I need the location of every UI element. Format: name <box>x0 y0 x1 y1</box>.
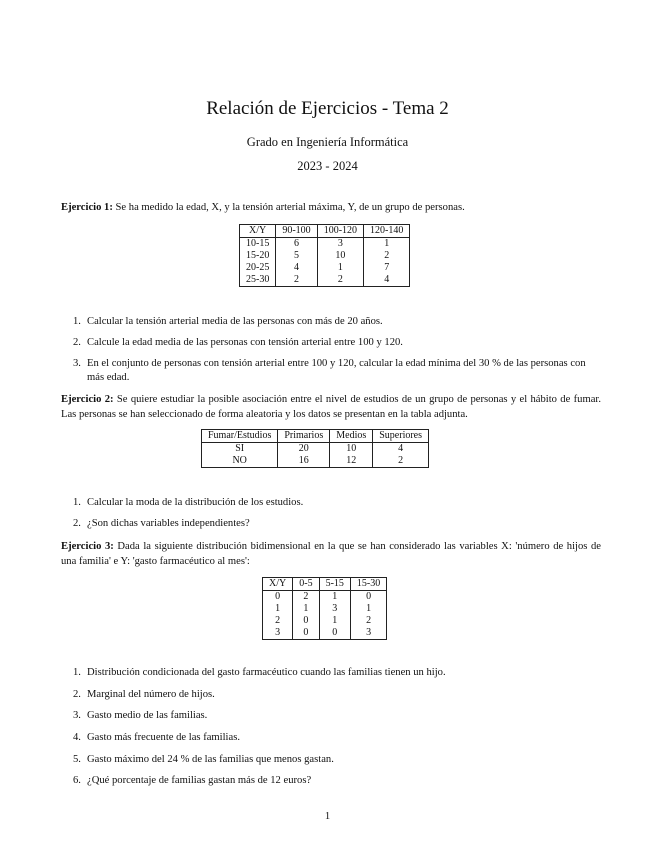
table-cell: 1 <box>364 238 410 251</box>
table-cell: 3 <box>319 603 350 615</box>
table-cell: 25-30 <box>240 274 276 287</box>
table-cell: 1 <box>319 615 350 627</box>
item-number: 2. <box>73 518 81 529</box>
exercise-2-questions <box>61 496 601 531</box>
exercise-1-text: Se ha medido la edad, X, y la tensión arterial máxima, Y, de un grupo de personas. <box>112 202 465 213</box>
table-cell: 1 <box>350 603 386 615</box>
list-item <box>61 666 601 680</box>
exercise-3-questions <box>61 666 601 788</box>
table-header-row <box>240 225 410 238</box>
table-header-cell: 90-100 <box>276 225 317 238</box>
table-row <box>240 262 410 274</box>
list-item <box>61 709 601 723</box>
item-number: 4. <box>73 732 81 744</box>
table-cell: 10 <box>317 250 363 262</box>
table-cell: 10 <box>330 443 373 456</box>
table-cell: 6 <box>276 238 317 251</box>
exercise-1-questions <box>61 315 601 385</box>
item-number: 2. <box>73 337 81 348</box>
table-header-cell: Fumar/Estudios <box>202 430 278 443</box>
item-text: ¿Son dichas variables independientes? <box>87 518 250 529</box>
table-cell: NO <box>202 455 278 468</box>
table-header-cell: 5-15 <box>319 578 350 591</box>
table-cell: 2 <box>373 455 429 468</box>
document-title: Relación de Ejercicios - Tema 2 <box>206 98 449 119</box>
table-cell: 0 <box>293 627 319 640</box>
exercise-2-table <box>201 429 429 468</box>
table-cell: 2 <box>350 615 386 627</box>
item-number: 1. <box>73 667 81 678</box>
table-row <box>263 603 387 615</box>
list-item <box>61 753 601 767</box>
table-header-cell: X/Y <box>263 578 293 591</box>
table-cell: 15-20 <box>240 250 276 262</box>
item-text: En el conjunto de personas con tensión arterial entre 100 y 120, calcular la edad mínima del 30 % de las personas con más edad. <box>87 358 586 383</box>
table-cell: 4 <box>364 274 410 287</box>
item-text: Gasto más frecuente de las familias. <box>87 732 240 744</box>
table-cell: 4 <box>276 262 317 274</box>
exercise-2-label: Ejercicio 2: <box>61 394 114 405</box>
item-text: Gasto medio de las familias. <box>87 710 208 722</box>
list-item <box>61 357 601 385</box>
table-row <box>240 274 410 287</box>
list-item <box>61 315 601 329</box>
table-header-cell: 100-120 <box>317 225 363 238</box>
item-text: Calcule la edad media de las personas con tensión arterial entre 100 y 120. <box>87 337 403 348</box>
table-cell: 0 <box>263 591 293 604</box>
list-item <box>61 688 601 702</box>
table-cell: 3 <box>350 627 386 640</box>
table-cell: 4 <box>373 443 429 456</box>
table-header-cell: Medios <box>330 430 373 443</box>
table-cell: 16 <box>278 455 330 468</box>
table-row <box>263 615 387 627</box>
table-row <box>202 443 429 456</box>
exercise-2-statement <box>61 392 601 422</box>
item-text: Gasto máximo del 24 % de las familias que menos gastan. <box>87 753 334 765</box>
exercise-1-label: Ejercicio 1: <box>61 202 113 213</box>
item-number: 6. <box>73 775 81 787</box>
table-cell: 2 <box>293 591 319 604</box>
list-item <box>61 731 601 745</box>
table-header-row <box>263 578 387 591</box>
table-header-cell: 15-30 <box>350 578 386 591</box>
exercise-3-statement <box>61 539 601 569</box>
table-cell: 2 <box>276 274 317 287</box>
item-text: Calcular la tensión arterial media de las personas con más de 20 años. <box>87 316 383 327</box>
table-row <box>263 591 387 604</box>
table-cell: 1 <box>319 591 350 604</box>
table-cell: 2 <box>263 615 293 627</box>
item-number: 3. <box>73 358 81 369</box>
table-header-cell: Primarios <box>278 430 330 443</box>
exercise-3-text: Dada la siguiente distribución bidimensional en la que se han considerado las variables X: 'número de hijos de una familia' e Y: 'gasto farmacéutico al mes': <box>61 541 601 567</box>
item-text: Calcular la moda de la distribución de los estudios. <box>87 497 304 508</box>
table-header-cell: 0-5 <box>293 578 319 591</box>
exercise-3-table <box>262 577 387 640</box>
table-cell: 2 <box>364 250 410 262</box>
list-item <box>61 517 601 531</box>
page-number: 1 <box>324 811 331 822</box>
table-cell: 10-15 <box>240 238 276 251</box>
list-item <box>61 336 601 350</box>
table-cell: 20 <box>278 443 330 456</box>
item-text: Distribución condicionada del gasto farmacéutico cuando las familias tienen un hijo. <box>87 667 446 678</box>
table-header-cell: 120-140 <box>364 225 410 238</box>
document-subtitle: Grado en Ingeniería Informática <box>246 135 409 149</box>
table-cell: 1 <box>317 262 363 274</box>
table-row <box>202 455 429 468</box>
table-header-cell: X/Y <box>240 225 276 238</box>
table-cell: 1 <box>263 603 293 615</box>
table-cell: 3 <box>317 238 363 251</box>
table-row <box>240 250 410 262</box>
item-number: 5. <box>73 753 81 765</box>
table-cell: SI <box>202 443 278 456</box>
academic-year: 2023 - 2024 <box>297 159 358 173</box>
table-row <box>240 238 410 251</box>
table-cell: 0 <box>293 615 319 627</box>
item-text: Marginal del número de hijos. <box>87 688 215 700</box>
exercise-2-text: Se quiere estudiar la posible asociación entre el nivel de estudios de un grupo de personas y el hábito de fumar. Las personas se han seleccionado de forma aleatoria y los datos se presentan en la tabla adjunta. <box>61 394 602 420</box>
exercise-1-statement <box>61 200 601 215</box>
exercise-1-table <box>239 224 410 287</box>
list-item <box>61 496 601 510</box>
table-cell: 0 <box>350 591 386 604</box>
table-header-cell: Superiores <box>373 430 429 443</box>
table-cell: 0 <box>319 627 350 640</box>
table-cell: 20-25 <box>240 262 276 274</box>
table-header-row <box>202 430 429 443</box>
item-number: 1. <box>73 316 81 327</box>
table-cell: 12 <box>330 455 373 468</box>
table-cell: 7 <box>364 262 410 274</box>
item-text: ¿Qué porcentaje de familias gastan más de 12 euros? <box>87 775 312 787</box>
item-number: 1. <box>73 497 81 508</box>
table-cell: 2 <box>317 274 363 287</box>
item-number: 3. <box>73 710 81 722</box>
table-cell: 5 <box>276 250 317 262</box>
item-number: 2. <box>73 688 81 700</box>
table-row <box>263 627 387 640</box>
exercise-3-label: Ejercicio 3: <box>61 541 114 552</box>
table-cell: 3 <box>263 627 293 640</box>
list-item <box>61 774 601 788</box>
table-cell: 1 <box>293 603 319 615</box>
